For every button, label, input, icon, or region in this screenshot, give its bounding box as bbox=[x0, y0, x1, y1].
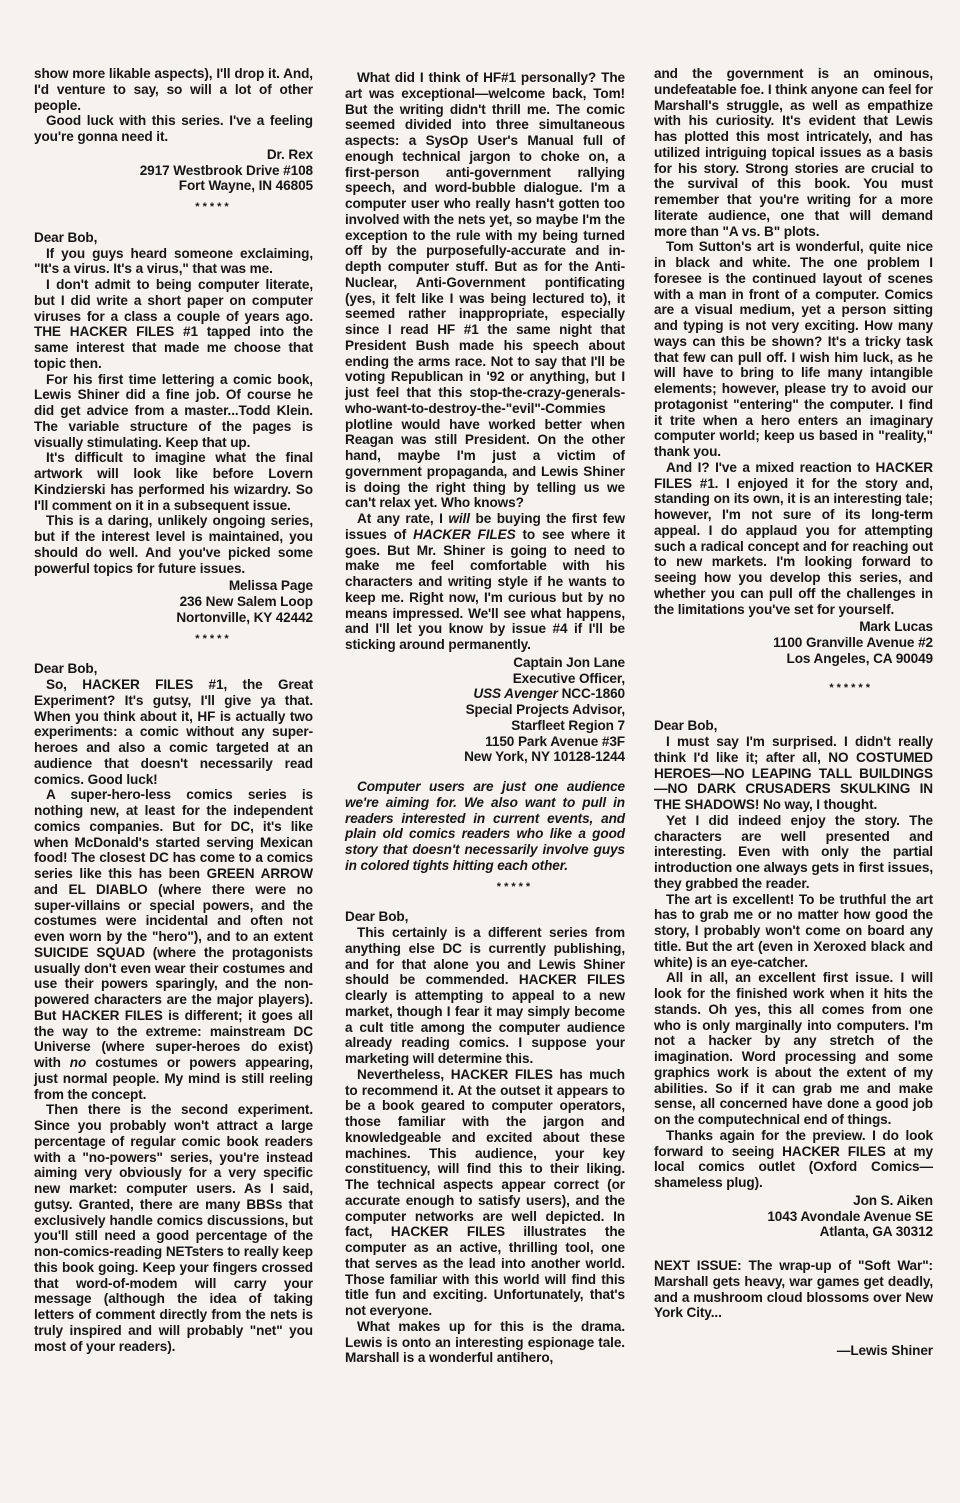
letter-paragraph: And I? I've a mixed reaction to HACKER FILES #1. I enjoyed it for the story and, standing on its own, it is an interesting tale; however, I'm not sure of its long-term appeal. I do applaud you for attempting such a radical concept and for reaching out to new markets. I'm looking forward to seeing how you develop this series, and whether you can pull off the challenges in the limitations you've set for yourself. bbox=[654, 459, 933, 617]
signature-address: 1043 Avondale Avenue SE bbox=[767, 1208, 933, 1224]
signature-address: 236 New Salem Loop bbox=[179, 594, 313, 609]
letter-paragraph: and the government is an ominous, undefeatable foe. I think anyone can feel for Marshall's struggle, as well as empathize with his curiosity. It's evident that Lewis has plotted this most intricately, and has utilized intriguing topical issues as a basis for his story. Strong stories are crucial to the survival of this book. You must remember that you're writing for a more literate audience, one that will demand more than "A vs. B" plots. bbox=[654, 66, 933, 239]
signature-name: Mark Lucas bbox=[859, 619, 933, 635]
signature-jon-aiken bbox=[654, 1193, 933, 1240]
emphasis-text: will bbox=[448, 511, 470, 526]
separator-stars: ***** bbox=[195, 632, 232, 645]
column-1 bbox=[34, 66, 313, 1354]
letter-paragraph: What did I think of HF#1 personally? The art was exceptional—welcome back, Tom! But the writing didn't thrill me. The comic seemed divided into three simultaneous aspects: a SysOp User's Manual full of enough technical jargon to choke on, a first-person anti-government rallying speech, and word-bubble dialogue. I'm a computer user who really hasn't gotten too involved with the nets yet, so maybe I'm the exception to the rule with my being turned off by the purposefully-accurate and in-depth computer stuff. But as for the Anti-Nuclear, Anti-Government pontificating (yes, it felt like I was being lectured to), it seemed rather inappropriate, especially since I read HF #1 the same night that President Bush made his speech about ending the arms race. Not to say that I'll be voting Republican in '92 or anything, but I just feel that this stop-the-crazy-generals-who-want-to-destroy-the-"evil"-Commies plotline would have worked better when Reagan was still President. On the other hand, maybe I'm just a victim of government propaganda, and Lewis Shiner is doing the right thing by telling us we can't relax yet. Who knows? bbox=[345, 70, 625, 511]
letter-paragraph: I don't admit to being computer literate, but I did write a short paper on computer viruses for a class a couple of years ago. THE HACKER FILES #1 tapped into the same interest that made me choose that topic then. bbox=[34, 277, 313, 371]
signature-ship bbox=[345, 686, 625, 702]
signature-city: Nortonville, KY 42442 bbox=[176, 609, 313, 625]
salutation: Dear Bob, bbox=[34, 661, 98, 677]
signature-address: 1100 Granville Avenue #2 bbox=[773, 635, 933, 650]
signature-title: Starfleet Region 7 bbox=[511, 717, 625, 733]
text-run: At any rate, I bbox=[357, 511, 443, 526]
ship-name: USS Avenger bbox=[473, 686, 558, 702]
editor-reply: Computer users are just one audience we're aiming for. We also want to pull in readers interested in current events, and plain old comics readers who like a good story that doesn't necessarily involve guys in colored tights hitting each other. bbox=[345, 779, 625, 873]
letter-paragraph: Yet I did indeed enjoy the story. The characters are well presented and interesting. Even with only the partial introduction one always gets in first issues, they grabbed the reader. bbox=[654, 812, 933, 891]
column-2 bbox=[345, 70, 625, 1366]
letter-paragraph: If you guys heard someone exclaiming, "It's a virus. It's a virus," that was me. bbox=[34, 245, 313, 277]
letter-paragraph: This certainly is a different series from anything else DC is currently publishing, and for that alone you and Lewis Shiner should be commended. HACKER FILES clearly is attempting to appeal to a new market, though I fear it may simply become a cult title among the computer audience already reading comics. I suppose your marketing will determine this. bbox=[345, 925, 625, 1066]
signature-city: New York, NY 10128-1244 bbox=[464, 749, 625, 765]
emphasis-text: no bbox=[69, 1055, 87, 1070]
signature-name: Jon S. Aiken bbox=[853, 1192, 933, 1208]
signature-name: Captain Jon Lane bbox=[513, 654, 625, 670]
letter-paragraph: For his first time lettering a comic book, Lewis Shiner did a fine job. Of course he did get advice from a master...Todd Klein. The variable structure of the pages is visually stimulating. Keep that up. bbox=[34, 371, 313, 450]
signature-name: Melissa Page bbox=[228, 578, 313, 594]
separator-stars: ****** bbox=[829, 681, 873, 694]
signature-city: Fort Wayne, IN 46805 bbox=[178, 178, 313, 194]
letter-paragraph: Thanks again for the preview. I do look forward to seeing HACKER FILES at my local comics outlet (Oxford Comics—shameless plug). bbox=[654, 1127, 933, 1190]
letter-paragraph: Then there is the second experiment. Since you probably won't attract a large percentage of regular comic book readers with a "no-powers" series, you're instead aiming very obviously for a very specific new market: computer users. As I said, gutsy. Granted, there are many BBSs that exclusively handle comics discussions, but you'll still need a good percentage of the non-comics-reading NETsters to really keep this book going. Keep your fingers crossed that word-of-modem will carry your message (although the idea of taking letters of comment directly from the nets is truly inspired and will probably "net" you most of your readers). bbox=[34, 1102, 313, 1354]
letter-paragraph: What makes up for this is the drama. Lewis is onto an interesting espionage tale. Marshall is a wonderful antihero, bbox=[345, 1318, 625, 1366]
separator-stars: ***** bbox=[195, 201, 232, 213]
signature-melissa-page bbox=[34, 578, 313, 625]
salutation: Dear Bob, bbox=[345, 909, 409, 925]
salutation: Dear Bob, bbox=[654, 718, 718, 734]
signature-title: Executive Officer, bbox=[512, 670, 625, 686]
next-issue-blurb bbox=[654, 1258, 933, 1321]
column-3 bbox=[654, 66, 933, 1359]
next-issue-label: NEXT ISSUE: bbox=[654, 1258, 742, 1273]
letter-paragraph bbox=[345, 511, 625, 653]
separator-stars: ***** bbox=[496, 880, 534, 893]
signature-title: Special Projects Advisor, bbox=[465, 702, 625, 717]
letter-paragraph: So, HACKER FILES #1, the Great Experiment? It's gutsy, I'll give ya that. When you think about it, HF is actually two experiments: a comic without any super-heroes and also a comic targeted at an audience that doesn't necessarily read comics. Good luck! bbox=[34, 677, 313, 787]
signature-city: Los Angeles, CA 90049 bbox=[786, 650, 933, 666]
signature-name: Dr. Rex bbox=[266, 146, 313, 162]
letter-paragraph: show more likable aspects), I'll drop it. And, I'd venture to say, so will a lot of other people. bbox=[34, 66, 313, 113]
letter-paragraph: Tom Sutton's art is wonderful, quite nice in black and white. The one problem I foresee is the continued layout of scenes with a man in front of a computer. Comics are a visual medium, yet a person sitting and typing is not very exciting. How many ways can this be shown? It's a tricky task that few can pull off. I wish him luck, as he will have to bring to life many intangible elements; however, please try to avoid our protagonist "entering" the computer. I find it trite when a hero enters an imaginary computer world; keep us based in "reality," thank you. bbox=[654, 239, 933, 459]
ship-number: NCC-1860 bbox=[561, 686, 625, 702]
signature-jon-lane bbox=[345, 655, 625, 765]
text-run: costumes or powers appearing, just normal people. My mind is still reeling from the concept. bbox=[34, 1055, 313, 1102]
letter-paragraph: Good luck with this series. I've a feeling you're gonna need it. bbox=[34, 113, 313, 144]
text-run: be buying the first few issues of bbox=[345, 511, 625, 542]
signature-mark-lucas bbox=[654, 619, 933, 666]
signature-city: Atlanta, GA 30312 bbox=[819, 1224, 933, 1240]
letter-paragraph: Nevertheless, HACKER FILES has much to recommend it. At the outset it appears to be a book geared to computer operators, those familiar with the jargon and knowledgeable and excited about these machines. This audience, your key constituency, will find this to their liking. The technical aspects appear correct (or accurate enough to satisfy users), and the computer networks are well depicted. In fact, HACKER FILES illustrates the computer as an active, thrilling tool, one that serves as the lead into another world. Those familiar with this world will find this title fun and exciting. Unfortunately, that's not everyone. bbox=[345, 1066, 625, 1318]
next-issue-text: The wrap-up of "Soft War": Marshall gets heavy, war games get deadly, and a mushroom cloud blossoms over New York City... bbox=[654, 1258, 933, 1321]
letter-paragraph: I must say I'm surprised. I didn't really think I'd like it; after all, NO COSTUMED HEROES—NO LEAPING TALL BUILDINGS—NO DARK CRUSADERS SKULKING IN THE SHADOWS! No way, I thought. bbox=[654, 734, 933, 812]
letter-paragraph: This is a daring, unlikely ongoing series, but if the interest level is maintained, you should do well. And you've picked some powerful topics for future issues. bbox=[34, 513, 313, 576]
signature-dr-rex bbox=[34, 147, 313, 194]
salutation: Dear Bob, bbox=[34, 229, 98, 245]
signature-address: 2917 Westbrook Drive #108 bbox=[139, 162, 313, 178]
letter-paragraph: All in all, an excellent first issue. I will look for the finished work when it hits the stands. Oh yes, this all comes from one who is only marginally into computers. I'm not a hacker by any stretch of the imagination. Word processing and some graphics work is about the extent of my abilities. So if it can grab me and make sense, all concerned have done a good job on the computechnical end of things. bbox=[654, 970, 933, 1127]
signature-address: 1150 Park Avenue #3F bbox=[485, 733, 625, 749]
letter-paragraph: It's difficult to imagine what the final artwork will look like before Lovern Kindzierski has performed his wizardry. So I'll comment on it in a subsequent issue. bbox=[34, 450, 313, 513]
emphasis-title: HACKER FILES bbox=[413, 526, 516, 542]
letter-paragraph: The art is excellent! To be truthful the art has to grab me or no matter how good the story, I probably won't come on board any title. But the art (even in Xeroxed black and white) is an eye-catcher. bbox=[654, 891, 933, 970]
text-run: to see where it goes. But Mr. Shiner is going to need to make me feel comfortable with his characters and writing style if he wants to keep me. Right now, I'm curious but by no means impressed. We'll see what happens, and I'll let you know by issue #4 if I'll be sticking around permanently. bbox=[345, 526, 626, 652]
editor-credit: —Lewis Shiner bbox=[836, 1343, 933, 1358]
letter-paragraph bbox=[34, 787, 313, 1102]
text-run: A super-hero-less comics series is nothing new, at least for the independent comics companies. But for DC, it's like when McDonald's started serving Mexican food! The closest DC has come to a comics series like this has been GREEN ARROW and EL DIABLO (where there were no super-villains or special powers, and the costumes were incidental and often not even worn by the "hero"), and to an extent SUICIDE SQUAD (where the protagonists usually don't even wear their costumes and use their powers sparingly, and the non-powered characters are the major players). But HACKER FILES is different; it goes all the way to the extreme: mainstream DC Universe (where super-heroes do exist) with bbox=[34, 787, 313, 1070]
